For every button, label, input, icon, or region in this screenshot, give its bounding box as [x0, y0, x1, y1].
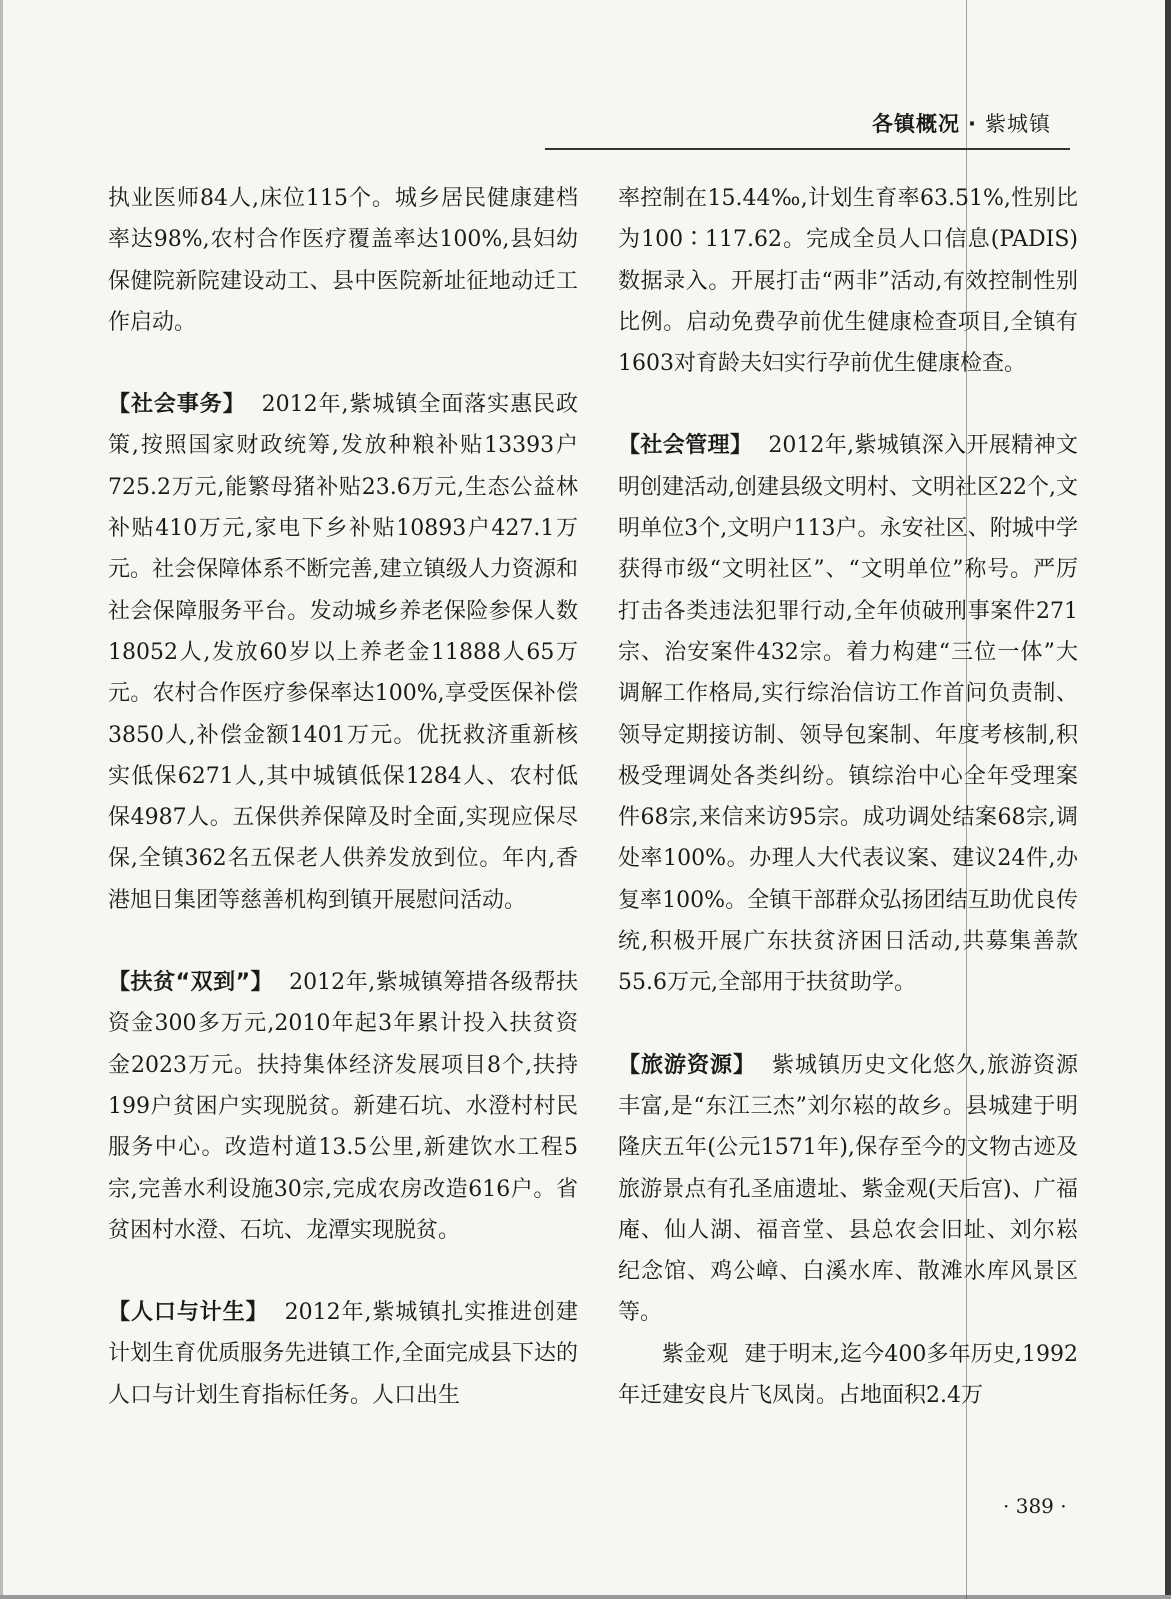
section-title-social-affairs: 【社会事务】 — [108, 392, 246, 418]
left-column — [108, 178, 578, 1416]
section-social-affairs — [108, 384, 578, 921]
header-dot: · — [968, 112, 977, 136]
section-population — [108, 1292, 578, 1416]
subsection-title-zijinguan: 紫金观 — [662, 1341, 729, 1367]
page-edge-bottom — [0, 1595, 1171, 1599]
section-title-social-management: 【社会管理】 — [618, 433, 753, 459]
paragraph-population-continued: 率控制在15.44‰,计划生育率63.51%,性别比为100∶117.62。完成全员人口信息(PADIS)数据录入。开展打击“两非”活动,有效控制性别比例。启动免费孕前优生健康检查项目,全镇有1603对育龄夫妇实行孕前优生健康检查。 — [618, 186, 1078, 377]
right-column — [618, 178, 1078, 1416]
section-title-population: 【人口与计生】 — [108, 1300, 269, 1326]
section-text-social-management: 2012年,紫城镇深入开展精神文明创建活动,创建县级文明村、文明社区22个,文明单位3个,文明户113户。永安社区、附城中学获得市级“文明社区”、“文明单位”称号。严厉打击各类违法犯罪行动,全年侦破刑事案件271宗、治安案件432宗。着力构建“三位一体”大调解工作格局,实行综治信访工作首问负责制、领导定期接访制、领导包案制、年度考核制,积极受理调处各类纠纷。镇综治中心全年受理案件68宗,来信来访95宗。成功调处结案68宗,调处率100%。办理人大代表议案、建议24件,办复率100%。全镇干部群众弘扬团结互助优良传统,积极开展广东扶贫济困日活动,共募集善款55.6万元,全部用于扶贫助学。 — [618, 433, 1078, 996]
section-text-population: 2012年,紫城镇扎实推进创建计划生育优质服务先进镇工作,全面完成县下达的人口与计划生育指标任务。人口出生 — [108, 1300, 578, 1408]
section-text-poverty: 2012年,紫城镇筹措各级帮扶资金300多万元,2010年起3年累计投入扶贫资金2023万元。扶持集体经济发展项目8个,扶持199户贫困户实现脱贫。新建石坑、水澄村村民服务中心。改造村道13.5公里,新建饮水工程5宗,完善水利设施30宗,完成农房改造616户。省贫困村水澄、石坑、龙潭实现脱贫。 — [108, 970, 578, 1243]
running-header — [872, 108, 1051, 138]
section-title-poverty: 【扶贫“双到”】 — [108, 970, 274, 996]
page-number: · 389 · — [1003, 1494, 1067, 1518]
page-edge-right — [1165, 0, 1171, 1599]
section-tourism — [618, 1045, 1078, 1334]
page-edge-left — [0, 0, 3, 1599]
subsection-zijinguan — [618, 1334, 1078, 1417]
section-title-tourism: 【旅游资源】 — [618, 1052, 756, 1078]
section-social-management — [618, 425, 1078, 1003]
header-place: 紫城镇 — [985, 112, 1051, 136]
section-poverty — [108, 962, 578, 1251]
section-text-social-affairs: 2012年,紫城镇全面落实惠民政策,按照国家财政统筹,发放种粮补贴13393户725.2万元,能繁母猪补贴23.6万元,生态公益林补贴410万元,家电下乡补贴10893户427.1万元。社会保障体系不断完善,建立镇级人力资源和社会保障服务平台。发动城乡养老保险参保人数18052人,发放60岁以上养老金11888人65万元。农村合作医疗参保率达100%,享受医保补偿3850人,补偿金额1401万元。优抚救济重新核实低保6271人,其中城镇低保1284人、农村低保4987人。五保供养保障及时全面,实现应保尽保,全镇362名五保老人供养发放到位。年内,香港旭日集团等慈善机构到镇开展慰问活动。 — [108, 392, 578, 913]
header-rule — [545, 148, 1070, 150]
subsection-text-zijinguan: 建于明末,迄今400多年历史,1992年迁建安良片飞凤岗。占地面积2.4万 — [618, 1341, 1078, 1409]
section-text-tourism: 紫城镇历史文化悠久,旅游资源丰富,是“东江三杰”刘尔崧的故乡。县城建于明隆庆五年(公元1571年),保存至今的文物古迹及旅游景点有孔圣庙遗址、紫金观(天后宫)、广福庵、仙人湖、福音堂、县总农会旧址、刘尔崧纪念馆、鸡公嶂、白溪水库、散滩水库风景区等。 — [618, 1052, 1078, 1326]
header-section: 各镇概况 — [872, 112, 961, 136]
paragraph-health-continued: 执业医师84人,床位115个。城乡居民健康建档率达98%,农村合作医疗覆盖率达100%,县妇幼保健院新院建设动工、县中医院新址征地动迁工作启动。 — [108, 186, 578, 335]
